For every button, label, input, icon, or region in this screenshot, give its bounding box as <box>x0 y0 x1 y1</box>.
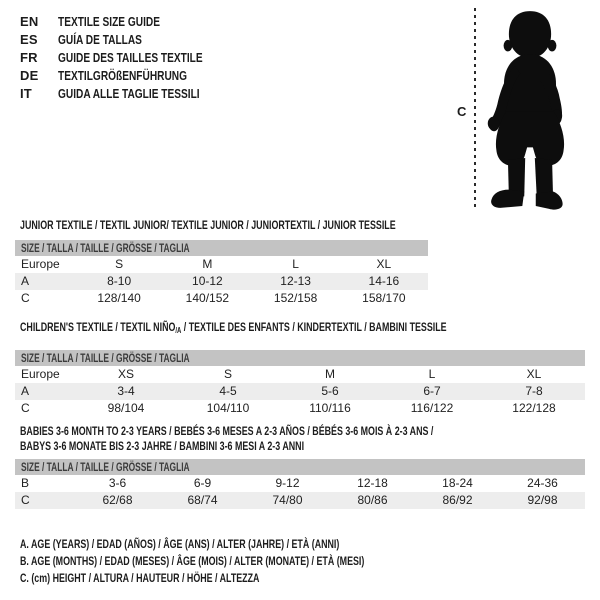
table-title-text <box>20 320 447 338</box>
table-cell: 4-5 <box>219 384 237 398</box>
language-label: GUIDA ALLE TAGLIE TESSILI <box>58 86 200 101</box>
table-cell: M <box>325 367 335 381</box>
table-cell: 86/92 <box>442 493 473 507</box>
legend-line <box>20 536 485 553</box>
language-code: EN <box>20 14 39 29</box>
table-row <box>15 400 585 417</box>
row-label: A <box>21 384 30 398</box>
table-cell: 152/158 <box>273 291 318 305</box>
table-cell: 6-7 <box>423 384 441 398</box>
size-header-text: SIZE / TALLA / TAILLE / GRÖSSE / TAGLIA <box>21 351 190 365</box>
table-row <box>15 475 585 492</box>
legend-text: B. AGE (MONTHS) / EDAD (MESES) / ÂGE (MOIS) / ALTER (MONATE) / ETÀ (MESI) <box>20 554 365 568</box>
row-label: Europe <box>21 367 60 381</box>
table-cell: 104/110 <box>206 401 250 415</box>
table-row <box>15 290 428 307</box>
size-header-text: SIZE / TALLA / TAILLE / GRÖSSE / TAGLIA <box>21 460 190 474</box>
table-cell: 68/74 <box>187 493 218 507</box>
language-label: TEXTILE SIZE GUIDE <box>58 14 160 29</box>
table-cell: 158/170 <box>362 291 406 305</box>
language-row <box>20 67 243 85</box>
language-row <box>20 13 243 31</box>
row-label: A <box>21 274 30 288</box>
baby-silhouette-icon <box>482 7 578 211</box>
table-cell: 9-12 <box>275 476 300 490</box>
language-label: GUIDE DES TAILLES TEXTILE <box>58 50 203 65</box>
legend-line <box>20 570 485 587</box>
language-label: TEXTILGRÖßENFÜHRUNG <box>58 68 188 83</box>
legend-text: A. AGE (YEARS) / EDAD (AÑOS) / ÂGE (ANS) / ALTER (JAHRE) / ETÀ (ANNI) <box>20 537 340 551</box>
table-title-babies <box>20 424 579 454</box>
table-cell: L <box>292 257 299 271</box>
measure-legend <box>20 536 485 587</box>
table-cell: 24-36 <box>527 476 558 490</box>
height-measure-line <box>474 8 476 208</box>
table-cell: 12-13 <box>280 274 311 288</box>
language-code: FR <box>20 50 38 65</box>
table-cell: 110/116 <box>309 401 351 415</box>
language-row <box>20 31 243 49</box>
language-label: GUÍA DE TALLAS <box>58 32 142 47</box>
table-cell: 5-6 <box>321 384 339 398</box>
table-title-text: BABIES 3-6 MONTH TO 2-3 YEARS / BEBÉS 3-6 MESES A 2-3 AÑOS / BÉBÉS 3-6 MOIS À 2-3 ANS / <box>20 424 434 438</box>
table-title-junior <box>20 218 528 233</box>
title-part: / TEXTILE DES ENFANTS / KINDERTEXTIL / BAMBINI TESSILE <box>181 320 447 334</box>
table-cell: XS <box>117 367 134 381</box>
table-title-text: BABYS 3-6 MONATE BIS 2-3 JAHRE / BAMBINI 3-6 MESI A 2-3 ANNI <box>20 439 305 453</box>
table-cell: L <box>428 367 436 381</box>
size-header-bar <box>15 240 428 256</box>
table-cell: 18-24 <box>442 476 473 490</box>
table-cell: 98/104 <box>107 401 145 415</box>
table-cell: XL <box>526 367 542 381</box>
table-cell: S <box>115 257 124 271</box>
table-cell: 12-18 <box>357 476 388 490</box>
table-row <box>15 273 428 290</box>
table-cell: 92/98 <box>527 493 558 507</box>
table-row <box>15 366 585 383</box>
title-subscript: /A <box>175 326 182 335</box>
table-cell: 3-4 <box>117 384 135 398</box>
table-cell: 8-10 <box>107 274 132 288</box>
size-table-children <box>15 350 585 417</box>
row-label: C <box>21 493 30 507</box>
legend-text: C. (cm) HEIGHT / ALTURA / HAUTEUR / HÖHE / ALTEZZA <box>20 571 260 585</box>
table-cell: 128/140 <box>97 291 141 305</box>
table-cell: 3-6 <box>108 476 127 490</box>
table-cell: 7-8 <box>525 384 543 398</box>
language-list <box>20 13 243 103</box>
table-cell: 80/86 <box>357 493 388 507</box>
row-label: C <box>21 291 30 305</box>
size-table-babies <box>15 459 585 509</box>
table-cell: XL <box>376 257 392 271</box>
table-row <box>15 383 585 400</box>
height-measure-label: C <box>457 104 467 119</box>
table-cell: 6-9 <box>193 476 212 490</box>
table-cell: 140/152 <box>185 291 230 305</box>
row-label: Europe <box>21 257 60 271</box>
size-header-bar <box>15 459 585 475</box>
language-row <box>20 85 243 103</box>
row-label: C <box>21 401 30 415</box>
title-part: CHILDREN'S TEXTILE / TEXTIL NIÑO <box>20 320 176 334</box>
table-cell: 122/128 <box>512 401 556 415</box>
table-cell: S <box>223 367 232 381</box>
table-title-text: JUNIOR TEXTILE / TEXTIL JUNIOR/ TEXTILE JUNIOR / JUNIORTEXTIL / JUNIOR TESSILE <box>20 218 396 232</box>
table-cell: 74/80 <box>272 493 303 507</box>
language-code: IT <box>20 86 32 101</box>
table-cell: 62/68 <box>102 493 133 507</box>
size-table-junior <box>15 240 428 307</box>
table-cell: 116/122 <box>410 401 454 415</box>
row-label: B <box>21 476 30 490</box>
language-code: DE <box>20 68 39 83</box>
size-header-bar <box>15 350 585 366</box>
table-cell: 14-16 <box>368 274 400 288</box>
legend-line <box>20 553 485 570</box>
table-cell: M <box>202 257 213 271</box>
table-title-children <box>20 320 596 338</box>
language-code: ES <box>20 32 38 47</box>
table-cell: 10-12 <box>192 274 223 288</box>
language-row <box>20 49 243 67</box>
table-row <box>15 256 428 273</box>
size-header-text: SIZE / TALLA / TAILLE / GRÖSSE / TAGLIA <box>21 241 190 255</box>
table-row <box>15 492 585 509</box>
